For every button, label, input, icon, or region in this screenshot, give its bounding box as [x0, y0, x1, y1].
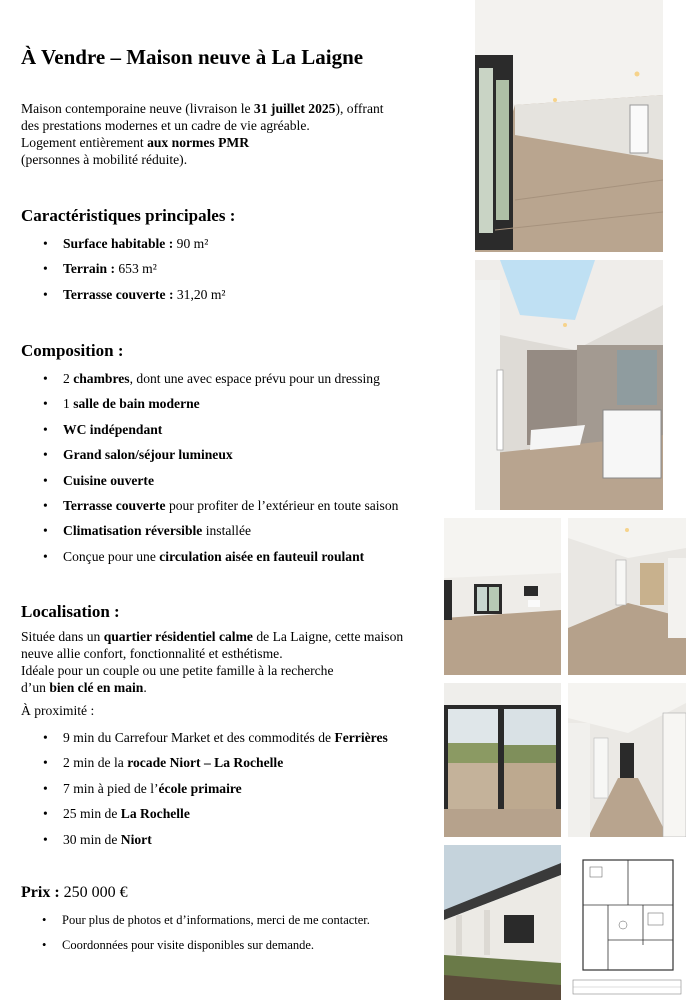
item-bold: Niort [120, 831, 152, 847]
item-text: 25 min de [63, 806, 121, 822]
price-value: 250 000 € [59, 884, 128, 901]
item-text: Conçue pour une [63, 548, 160, 564]
features-heading: Caractéristiques principales : [21, 206, 236, 225]
location-heading: Localisation : [21, 602, 120, 621]
location-bold: quartier résidentiel calme [103, 629, 253, 644]
photo-open-space [444, 518, 561, 675]
item-text: pour profiter de l’extérieur en toute saison [165, 497, 399, 513]
location-paragraph [21, 628, 441, 696]
price [21, 884, 128, 902]
item-bold: Cuisine ouverte [63, 472, 154, 488]
item-bold: La Rochelle [120, 806, 190, 822]
location-text: Située dans un [21, 629, 104, 644]
photo-exterior [444, 845, 561, 1000]
feature-value: 653 m² [114, 261, 157, 277]
feature-label: Terrain : [63, 261, 115, 277]
item-bold: salle de bain moderne [73, 396, 200, 412]
item-text: 9 min du Carrefour Market et des commodités de [63, 730, 335, 745]
intro-text: Logement entièrement [21, 135, 148, 150]
intro-text: des prestations modernes et un cadre de vie agréable. [21, 118, 310, 133]
price-label: Prix : [21, 884, 60, 901]
photo-corridor [568, 683, 686, 837]
intro-text: ), offrant [335, 101, 384, 116]
intro-paragraph [21, 100, 441, 168]
composition-heading: Composition : [21, 341, 124, 360]
proximity-label: À proximité : [21, 703, 95, 718]
item-text: 30 min de [63, 831, 121, 847]
item-bold: Terrasse couverte [63, 497, 166, 513]
page-title: À Vendre – Maison neuve à La Laigne [21, 45, 364, 69]
item-bold: Climatisation réversible [63, 523, 203, 539]
feature-label: Surface habitable : [63, 236, 174, 251]
intro-text: (personnes à mobilité réduite). [21, 152, 188, 167]
photo-bedroom [568, 518, 686, 675]
photo-living-room [475, 0, 663, 252]
item-bold: école primaire [158, 780, 242, 796]
item-bold: rocade Niort – La Rochelle [127, 755, 284, 771]
item-bold: chambres [73, 371, 130, 386]
item-bold: WC indépendant [63, 421, 163, 437]
item-text: 2 min de la [63, 755, 128, 771]
location-text: Idéale pour un couple ou une petite famille à la recherche [21, 663, 334, 678]
item-text: installée [202, 523, 252, 539]
location-text: de La Laigne, cette maison [252, 629, 404, 644]
delivery-date: 31 juillet 2025 [253, 101, 336, 116]
item-bold: Grand salon/séjour lumineux [63, 447, 233, 463]
photo-floor-plan [568, 845, 686, 1000]
feature-label: Terrasse couverte : [63, 286, 174, 302]
item-text: , dont une avec espace prévu pour un dressing [129, 371, 380, 386]
location-bold: bien clé en main [49, 680, 144, 695]
location-text: d’un [21, 680, 50, 695]
photo-bathroom [475, 260, 663, 510]
location-text: neuve allie confort, fonctionnalité et esthétisme. [21, 646, 283, 661]
note-text: Coordonnées pour visite disponibles sur demande. [62, 937, 315, 952]
item-bold: circulation aisée en fauteuil roulant [159, 548, 365, 564]
item-text: 7 min à pied de l’ [63, 780, 159, 796]
pmr-label: aux normes PMR [147, 135, 250, 150]
photo-sliding-door [444, 683, 561, 837]
feature-value: 90 m² [173, 236, 209, 251]
item-text: 1 [63, 396, 74, 412]
feature-value: 31,20 m² [173, 286, 226, 302]
note-text: Pour plus de photos et d’informations, merci de me contacter. [62, 913, 370, 927]
location-text: . [143, 680, 147, 695]
intro-text: Maison contemporaine neuve (livraison le [21, 101, 254, 116]
item-bold: Ferrières [334, 730, 388, 745]
item-text: 2 [63, 371, 74, 386]
